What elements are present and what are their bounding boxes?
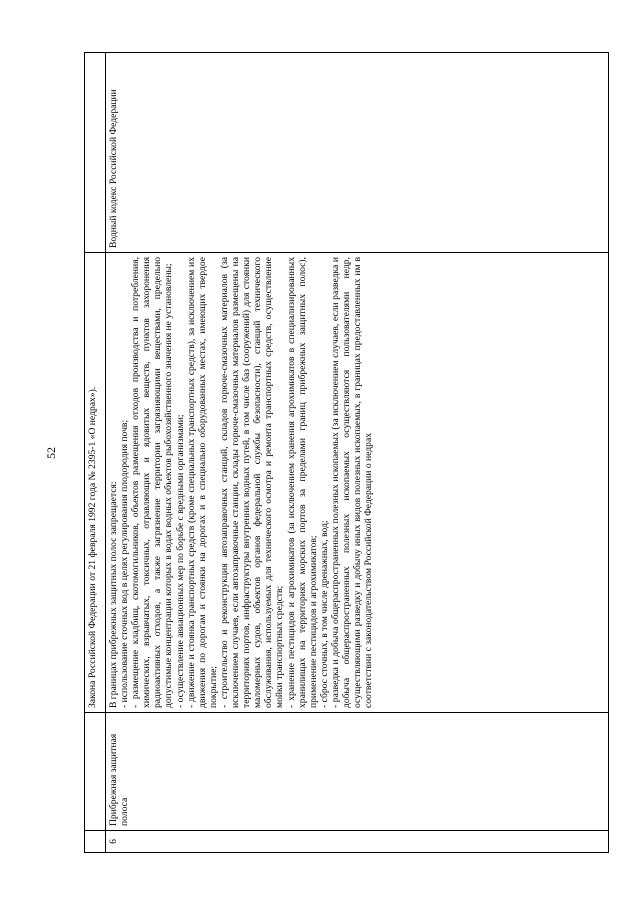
cell-code-source: Водный кодекс Российской Федерации [106, 53, 609, 253]
zones-table [84, 52, 609, 853]
restriction-item: - осуществление авиационных мер по борьбе с вредными организмами; [174, 414, 186, 708]
restriction-item: - сброс сточных, в том числе дренажных, вод; [318, 520, 330, 708]
cell-restrictions [106, 253, 609, 713]
cell-zone-name: Прибрежная защитная полоса [106, 713, 609, 831]
restriction-item: - разведка и добыча общераспространенных полезных ископаемых (за исключением случаев, если разведка и добыча общераспространенных полезных ископаемых осуществляются пользователями недр, осуществляющими разведку и добычу иных видов полезных ископаемых, в границах предоставленных им в соответствии с законодательством Российской Федерации о недрах [329, 257, 375, 708]
restriction-item: - строительство и реконструкция автозаправочных станций, складов горюче-смазочных материалов (за исключением случаев, если автозаправочные станции, склады горюче-смазочных материалов размещены на территориях портов, инфраструктуры внутренних водных путей, в том числе баз (сооружений) для стоянки маломерных судов, объектов органов федеральной службы безопасности), станций технического обслуживания, используемых для технического осмотра и ремонта транспортных средств, осуществление мойки транспортных средств; [218, 257, 286, 708]
restriction-item: - хранение пестицидов и агрохимикатов (за исключением хранения агрохимикатов в специализированных хранилищах на территориях морских портов за пределами границ прибрежных защитных полос), применение пестицидов и агрохимикатов; [285, 257, 319, 708]
table-row [106, 53, 609, 853]
cell-law-source: Закона Российской Федерации от 21 февраля 1992 года № 2395-1 «О недрах»). [85, 253, 106, 713]
restriction-item: - движение и стоянка транспортных средств (кроме специальных транспортных средств), за исключением их движения по дорогам и стоянки на дорогах и в специально оборудованных местах, имеющих твердое покрытие; [185, 257, 219, 708]
table-row-continuation [85, 53, 106, 853]
cell-row-number: 6 [106, 831, 609, 853]
cell-empty [85, 53, 106, 253]
restriction-item: В границах прибрежных защитных полос запрещается: [108, 481, 119, 708]
document-table-sheet [84, 53, 609, 853]
restriction-item: - размещение кладбищ, скотомогильников, объектов размещения отходов производства и потребления, химических, взрывчатых, токсичных, отравляющих и ядовитых веществ, пунктов захоронения радиоактивных отходов, а также загрязнение территории загрязняющими веществами, предельно допустимые концентрации которых в водах водных объектов рыбохозяйственного значения не установлены; [130, 257, 175, 708]
restriction-item: - использование сточных вод в целях регулирования плодородия почв; [119, 419, 131, 708]
cell-empty [85, 713, 106, 831]
page-number: 52 [44, 447, 58, 459]
cell-empty [85, 831, 106, 853]
